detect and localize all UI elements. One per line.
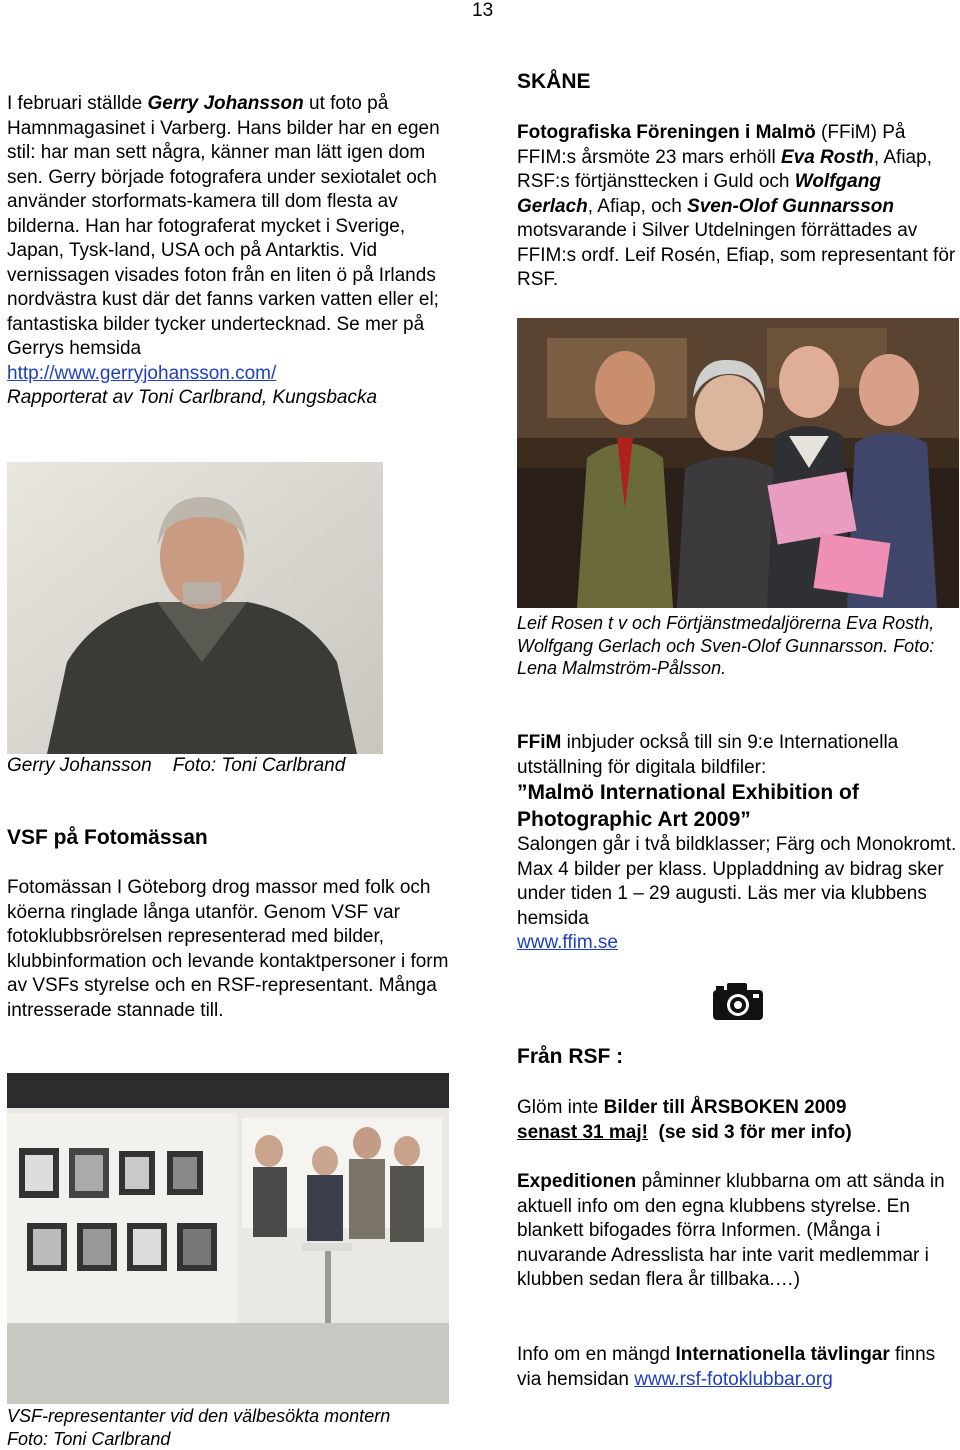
skane-body: Fotografiska Föreningen i Malmö (FFiM) På FFIM:s årsmöte 23 mars erhöll Eva Rosth, Afiap, RSF:s förtjänsttecken i Guld och Wolfgang Gerlach, Afiap, och Sven-Olof Gunnarsson motsvarande i Silver Utdelningen förrättades av FFIM:s ordf. Leif Rosén, Efiap, som representant för RSF. [517,122,956,290]
rsf-heading: Från RSF : [517,1045,624,1068]
rsf-competitions-notice: Info om en mängd Internationella tävlingar finns via hemsidan www.rsf-fotoklubbar.org [517,1344,936,1390]
skane-heading: SKÅNE [517,70,591,93]
gerry-website-link[interactable]: http://www.gerryjohansson.com/ [7,362,277,384]
varberg-article [7,92,452,411]
exhibition-title: ”Malmö International Exhibition of Photographic Art 2009” [517,781,859,831]
vsf-booth-photo [7,1073,449,1404]
camera-icon [711,980,765,1022]
ffim-website-link[interactable]: www.ffim.se [517,932,619,953]
varberg-text-1: I februari ställde [7,93,148,114]
rsf-website-link[interactable]: www.rsf-fotoklubbar.org [634,1368,833,1390]
vsf-photo-caption: VSF-representanter vid den välbesökta montern Foto: Toni Carlbrand [7,1406,391,1449]
varberg-reporter: Rapporterat av Toni Carlbrand, Kungsbacka [7,387,378,408]
vsf-body: Fotomässan I Göteborg drog massor med folk och köerna ringlade långa utanför. Genom VSF var fotoklubbsrörelsen representerad med bilder, klubbinformation och levande kontaktpersoner i form av VSFs styrelse och en RSF-representant. Många intresserade stannade till. [7,877,449,1021]
varberg-text-2: ut foto på Hamnmagasinet i Varberg. Hans bilder har en egen stil: har man sett några, känner man lätt igen dom sen. Gerry började fotografera under sexiotalet och använder storformats-kamera till dom flesta av bilderna. Han har fotograferat mycket i Sverige, Japan, Tysk-land, USA och på Antarktis. Vid vernissagen visades foton från en liten ö på Irlands nordvästra kust där det fanns varken vatten eller el; fantastiska bilder tycker undertecknad. Se mer på Gerrys hemsida [7,93,440,359]
ffim-photo-caption: Leif Rosen t v och Förtjänstmedaljörerna Eva Rosth, Wolfgang Gerlach och Sven-Olof Gunnarsson. Foto: Lena Malmström-Pålsson. [517,613,935,678]
gerry-photo-caption: Gerry Johansson Foto: Toni Carlbrand [7,755,346,776]
rsf-expedition-notice: Expeditionen påminner klubbarna om att sända in aktuell info om den egna klubbens styrelse. En blankett bifogades förra Informen. (Många i nuvarande Adresslista har inte varit medlemmar i klubben sedan flera år tillbaka.…) [517,1171,945,1290]
vsf-heading: VSF på Fotomässan [7,826,208,849]
gerry-name: Gerry Johansson [147,93,304,114]
gerry-johansson-photo [7,462,383,754]
page-number: 13 [472,0,494,21]
ffim-award-photo [517,318,959,608]
ffim-invitation: FFiM inbjuder också till sin 9:e Internationella utställning för digitala bildfiler: ”Malmö International Exhibition of Photographic Art 2009” Salongen går i två bildklasser; Färg och Monokromt. Max 4 bilder per klass. Uppladdning av bidrag sker under tiden 1 – 29 augusti. Läs mer via klubbens hemsida www.ffim.se [517,732,957,953]
rsf-yearbook-notice: Glöm inte Bilder till ÅRSBOKEN 2009 senast 31 maj! (se sid 3 för mer info) [517,1097,852,1143]
